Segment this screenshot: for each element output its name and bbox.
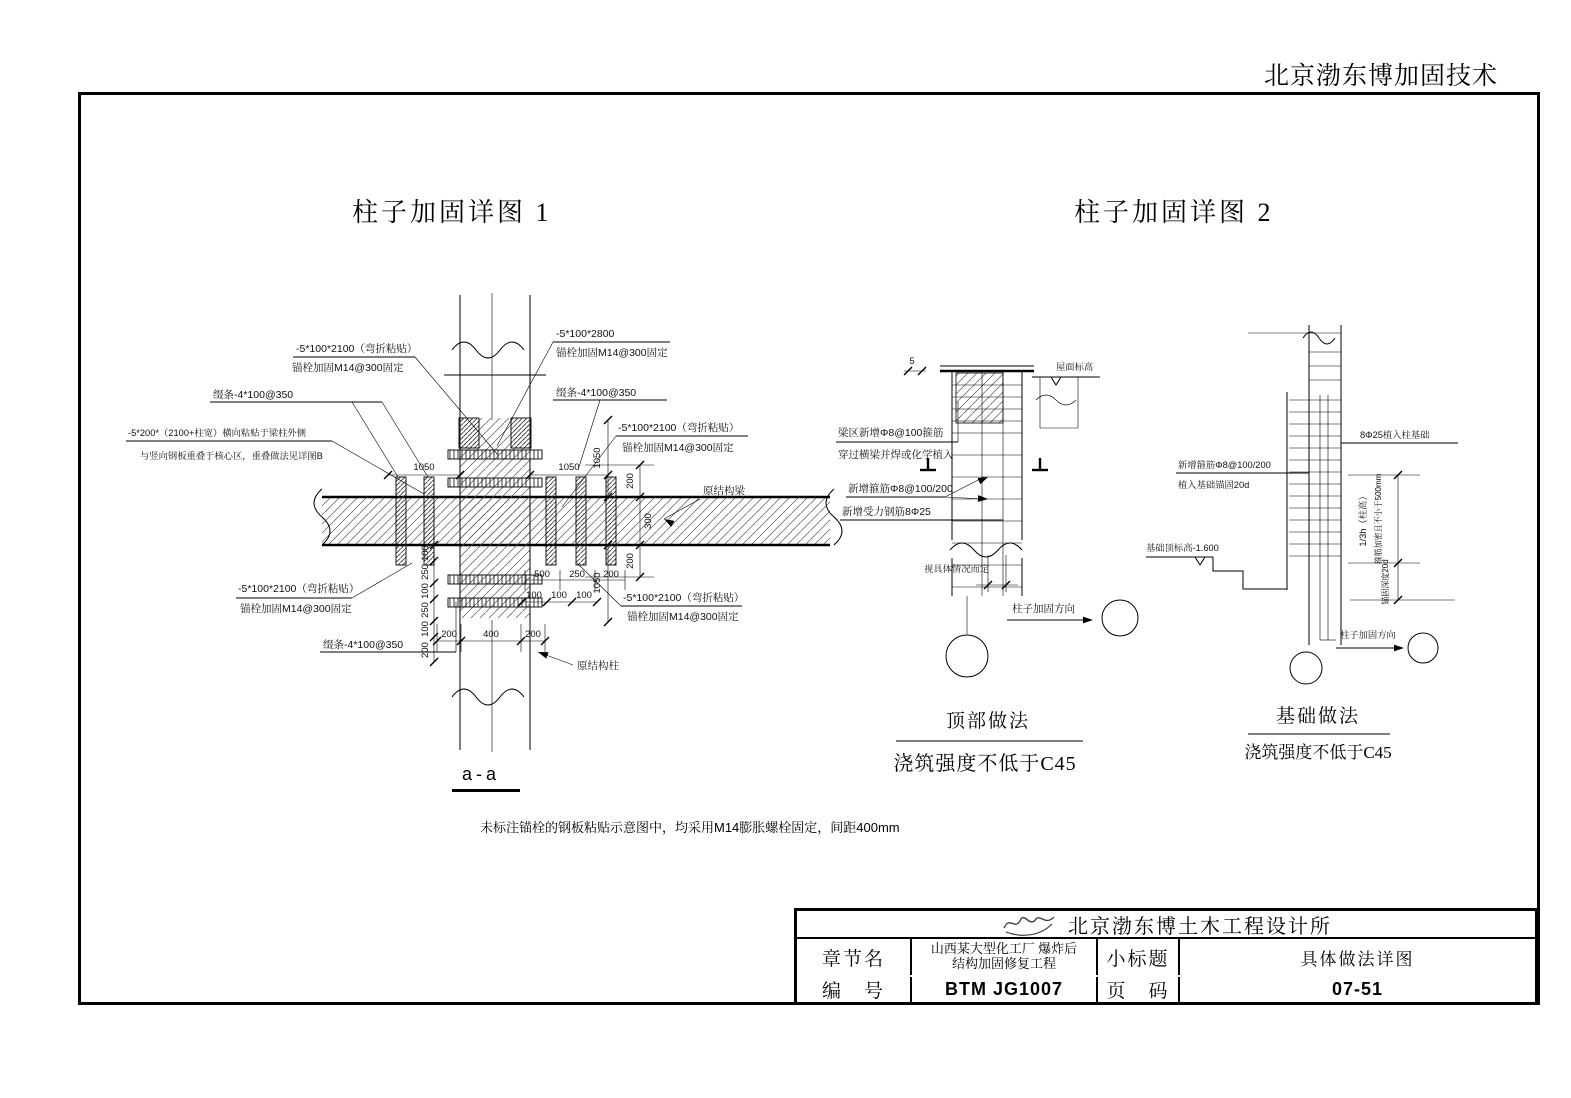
label-plate-bottom-left-2: 锚栓加固M14@300固定 [240,603,352,615]
label-new-stirrup: 新增箍筋Φ8@100/200 [848,483,953,495]
diagram1-title: 柱子加固详图 1 [352,198,552,227]
dim-right-chain-a2: 200 [603,569,619,580]
diagram2-foundation-labels [1146,429,1458,762]
label-beam-stirrup-1: 梁区新增Φ8@100箍筋 [838,427,944,439]
foundation-step [1213,557,1287,589]
dim-beam-chain-0: 200 [625,473,636,489]
label-new-rebar: 新增受力钢筋8Φ25 [842,506,931,518]
chapter-value [912,939,1098,975]
dim-bottom-chain-0: 200 [441,629,457,640]
note-foundation-strength: 浇筑强度不低于C45 [1244,743,1392,762]
label-roof-level: 屋面标高 [1056,362,1094,372]
diagram2-foundation-linework [1146,325,1455,684]
label-plate-top-left-2: 锚栓加固M14@300固定 [292,362,404,374]
dim-bottom-chain-1: 400 [483,629,499,640]
caption-foundation-detail: 基础做法 [1275,706,1361,727]
dim-left-chain-1: 250 [420,564,431,580]
label-plate-top-right-1: -5*100*2800 [556,328,615,340]
dim-bottom-chain-2: 200 [525,629,541,640]
dim-left-chain-3: 250 [420,602,431,618]
dim-col-upper: 1050 [592,447,603,469]
label-plate-bottom-right-2: 锚栓加固M14@300固定 [627,611,739,623]
label-plate-mid-right-1: -5*100*2100（弯折粘贴） [618,422,740,434]
label-plate-top-left-1: -5*100*2100（弯折粘贴） [296,343,418,355]
foundation-break-top [1303,332,1335,344]
section-label: a-a [462,764,501,784]
detail-bubble-foundation-right [1408,633,1438,663]
chapter-label: 章节名 [797,939,912,975]
label-foundation-stirrup-2: 植入基础锚固20d [1178,480,1250,490]
label-orig-beam: 原结构梁 [703,485,745,497]
diagram2-top-linework [904,366,1138,677]
dim-right-chain-b2: 100 [576,590,592,601]
dim-left-chain-0: 100 [420,545,431,561]
page-label: 页 码 [1098,977,1180,1002]
dim-beam-chain-2: 200 [625,553,636,569]
label-plate-top-right-2: 锚栓加固M14@300固定 [556,347,668,359]
label-anchor-depth: 锚固深度20d [1381,559,1390,605]
dim-5: 5 [909,356,915,366]
label-plate-mid-right-2: 锚栓加固M14@300固定 [622,442,734,454]
level-triangle-foundation [1195,557,1205,565]
label-tie-bottom: 缀条-4*100@350 [323,639,404,651]
label-tie-top-right: 缀条-4*100@350 [556,387,637,399]
company-logo [1000,912,1058,936]
diagram2-title: 柱子加固详图 2 [1074,198,1274,227]
dim-beam-left: 1050 [413,462,435,473]
top-detail-break [950,543,1022,557]
label-direction-top: 柱子加固方向 [1012,603,1075,615]
label-rebar-anchor: 8Φ25植入柱基础 [1360,430,1430,440]
label-direction-foundation: 柱子加固方向 [1340,630,1396,640]
title-block-row-number [797,977,1535,1002]
dim-right-chain-b0: 100 [526,590,542,601]
page-value: 07-51 [1331,979,1384,999]
column-break-top [452,342,524,358]
subtitle-label: 小标题 [1098,939,1180,975]
dim-col-lower: 1050 [592,572,603,594]
project-line-1: 山西某大型化工厂 爆炸后 [930,941,1078,957]
caption-top-detail: 顶部做法 [945,711,1031,732]
dim-right-chain-b1: 100 [551,590,567,601]
level-triangle-top [1051,377,1061,385]
title-block [794,908,1538,1005]
label-hplate-1: -5*200*（2100+柱宽）横向粘贴于梁柱外侧 [128,428,306,438]
column-break-bottom [452,689,524,705]
label-orig-column: 原结构柱 [577,660,619,672]
label-dense-zone-2: 箍筋加密且不小于500mm [1374,473,1383,565]
label-dense-zone-1: 1/3h（柱高） [1358,491,1368,547]
number-value: BTM JG1007 [912,977,1098,1002]
detail-bubble-top-right [1102,600,1138,636]
label-depends: 视具体情况而定 [924,564,990,574]
project-line-2: 结构加固修复工程 [951,956,1056,971]
note-top-strength: 浇筑强度不低于C45 [893,753,1077,775]
general-note: 未标注锚栓的钢板粘贴示意图中，均采用M14膨胀螺栓固定，间距400mm [480,820,900,835]
label-foundation-stirrup-1: 新增箍筋Φ8@100/200 [1178,460,1271,470]
sheet-brand-text: 北京渤东博加固技术 [1264,63,1499,90]
dim-left-chain-4: 100 [420,621,431,637]
detail-bubble-top [946,635,988,677]
label-hplate-2: 与竖向钢板重叠于核心区，重叠做法见详图B [140,451,323,461]
subtitle-value: 具体做法详图 [1300,949,1415,969]
dim-right-chain-a0: 500 [534,569,550,580]
label-plate-bottom-left-1: -5*100*2100（弯折粘贴） [238,583,360,595]
dim-beam-chain-1: 300 [643,513,654,529]
label-foundation-level: 基础顶标高-1.600 [1146,543,1219,553]
label-beam-stirrup-2: 穿过横梁并焊或化学植入 [838,449,954,461]
label-plate-bottom-right-1: -5*100*2100（弯折粘贴） [623,592,745,604]
label-tie-top-left: 缀条-4*100@350 [213,389,294,401]
company-name: 北京渤东博土木工程设计所 [1068,915,1332,938]
title-block-row-chapter [797,939,1535,975]
detail-bubble-foundation [1290,652,1322,684]
title-block-company-row [797,911,1535,939]
dim-left-chain-2: 100 [420,583,431,599]
number-label: 编 号 [797,977,912,1002]
dim-right-chain-a1: 250 [569,569,585,580]
section-label-underline [452,789,520,792]
dim-beam-right: 1050 [558,462,580,473]
dim-left-chain-5: 200 [420,642,431,658]
